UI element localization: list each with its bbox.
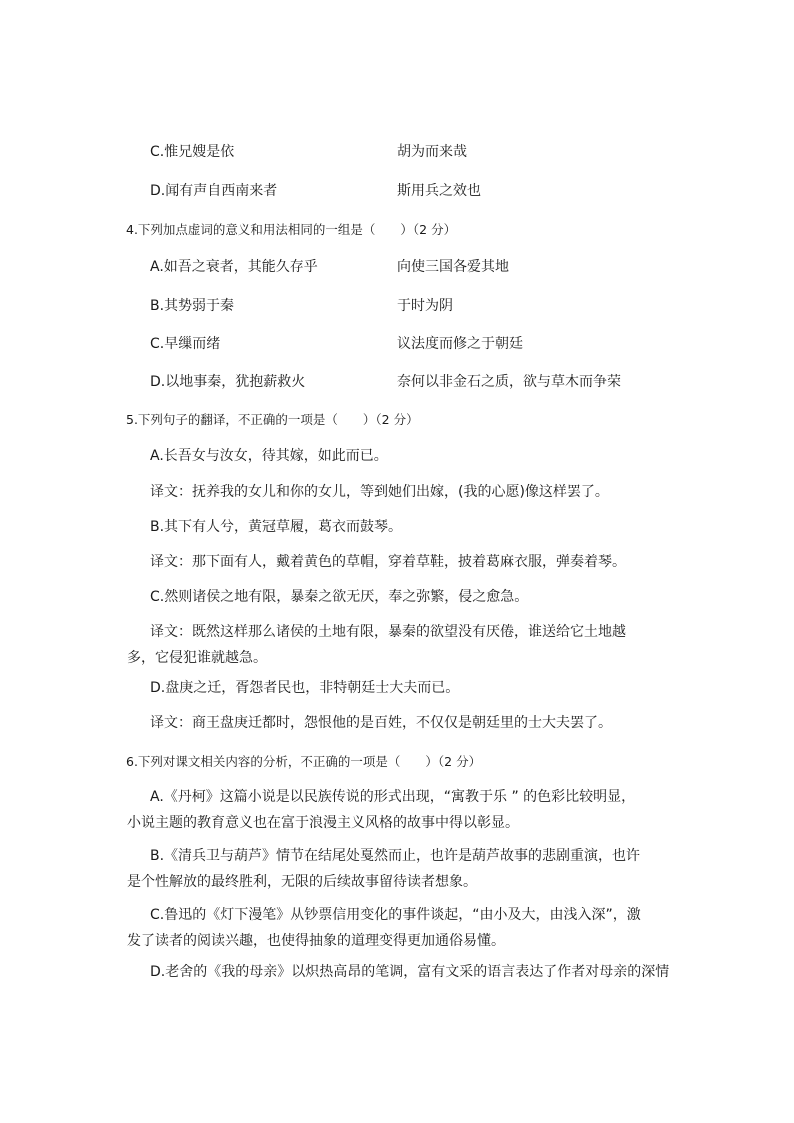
q4-option-a [150,257,670,277]
q4-option-b [150,296,670,316]
q5-translation-a: 译文：抚养我的女儿和你的女儿，等到她们出嫁，(我的心愿)像这样罢了。 [150,484,609,500]
q4-option-d [150,372,670,392]
q3-option-d [150,181,650,201]
q4-option-c-right: 议法度而修之于朝廷 [397,336,523,352]
q3-option-d-right: 斯用兵之效也 [397,183,481,199]
q6-stem: 6.下列对课文相关内容的分析，不正确的一项是（ ）（2 分） [126,754,482,769]
q5-item-a: A.长吾女与汝女，待其嫁，如此而已。 [150,448,388,464]
q5-item-c: C.然则诸侯之地有限，暴秦之欲无厌，奉之弥繁，侵之愈急。 [150,589,529,605]
q5-translation-b: 译文：那下面有人，戴着黄色的草帽，穿着草鞋，披着葛麻衣服，弹奏着琴。 [150,554,626,570]
q4-option-a-right: 向使三国各爱其地 [397,259,509,275]
q4-stem: 4.下列加点虚词的意义和用法相同的一组是（ ）（2 分） [126,222,457,237]
q4-option-d-right: 奈何以非金石之质，欲与草木而争荣 [397,374,621,390]
q4-option-b-right: 于时为阴 [397,298,453,314]
q6-option-c: C.鲁迅的《灯下漫笔》从钞票信用变化的事件谈起，“由小及大，由浅入深”，激发了读者的阅读兴趣，也使得抽象的道理变得更加通俗易懂。 [127,907,641,949]
q3-option-c-left: C.惟兄嫂是依 [150,144,235,160]
q5-translation-c: 译文：既然这样那么诸侯的土地有限，暴秦的欲望没有厌倦，谁送给它土地越多，它侵犯谁就越急。 [127,624,626,666]
q4-option-d-left: D.以地事秦，犹抱薪救火 [150,374,306,390]
q5-item-d: D.盘庚之迁，胥怨者民也，非特朝廷士大夫而已。 [150,680,460,696]
q5-item-b: B.其下有人兮，黄冠草履，葛衣而鼓琴。 [150,519,403,535]
q5-translation-d: 译文：商王盘庚迁都时，怨恨他的是百姓，不仅仅是朝廷里的士大夫罢了。 [150,715,612,731]
q6-option-a: A.《丹柯》这篇小说是以民族传说的形式出现，“寓教于乐 ” 的色彩比较明显，小说主题的教育意义也在富于浪漫主义风格的故事中得以彰显。 [127,789,636,831]
q4-option-a-left: A.如吾之衰者，其能久存乎 [150,259,318,275]
q6-option-d: D.老舍的《我的母亲》以炽热高昂的笔调，富有文采的语言表达了作者对母亲的深情 [150,964,670,980]
q4-option-c-left: C.早缫而绪 [150,336,221,352]
q3-option-d-left: D.闻有声自西南来者 [150,183,278,199]
q5-stem: 5.下列句子的翻译，不正确的一项是（ ）（2 分） [126,412,419,427]
q4-option-b-left: B.其势弱于秦 [150,298,235,314]
q6-option-b: B.《清兵卫与葫芦》情节在结尾处戛然而止，也许是葫芦故事的悲剧重演，也许是个性解放的最终胜利，无限的后续故事留待读者想象。 [127,848,641,890]
q3-option-c [150,142,650,162]
q4-option-c [150,334,670,354]
q3-option-c-right: 胡为而来哉 [397,144,467,160]
